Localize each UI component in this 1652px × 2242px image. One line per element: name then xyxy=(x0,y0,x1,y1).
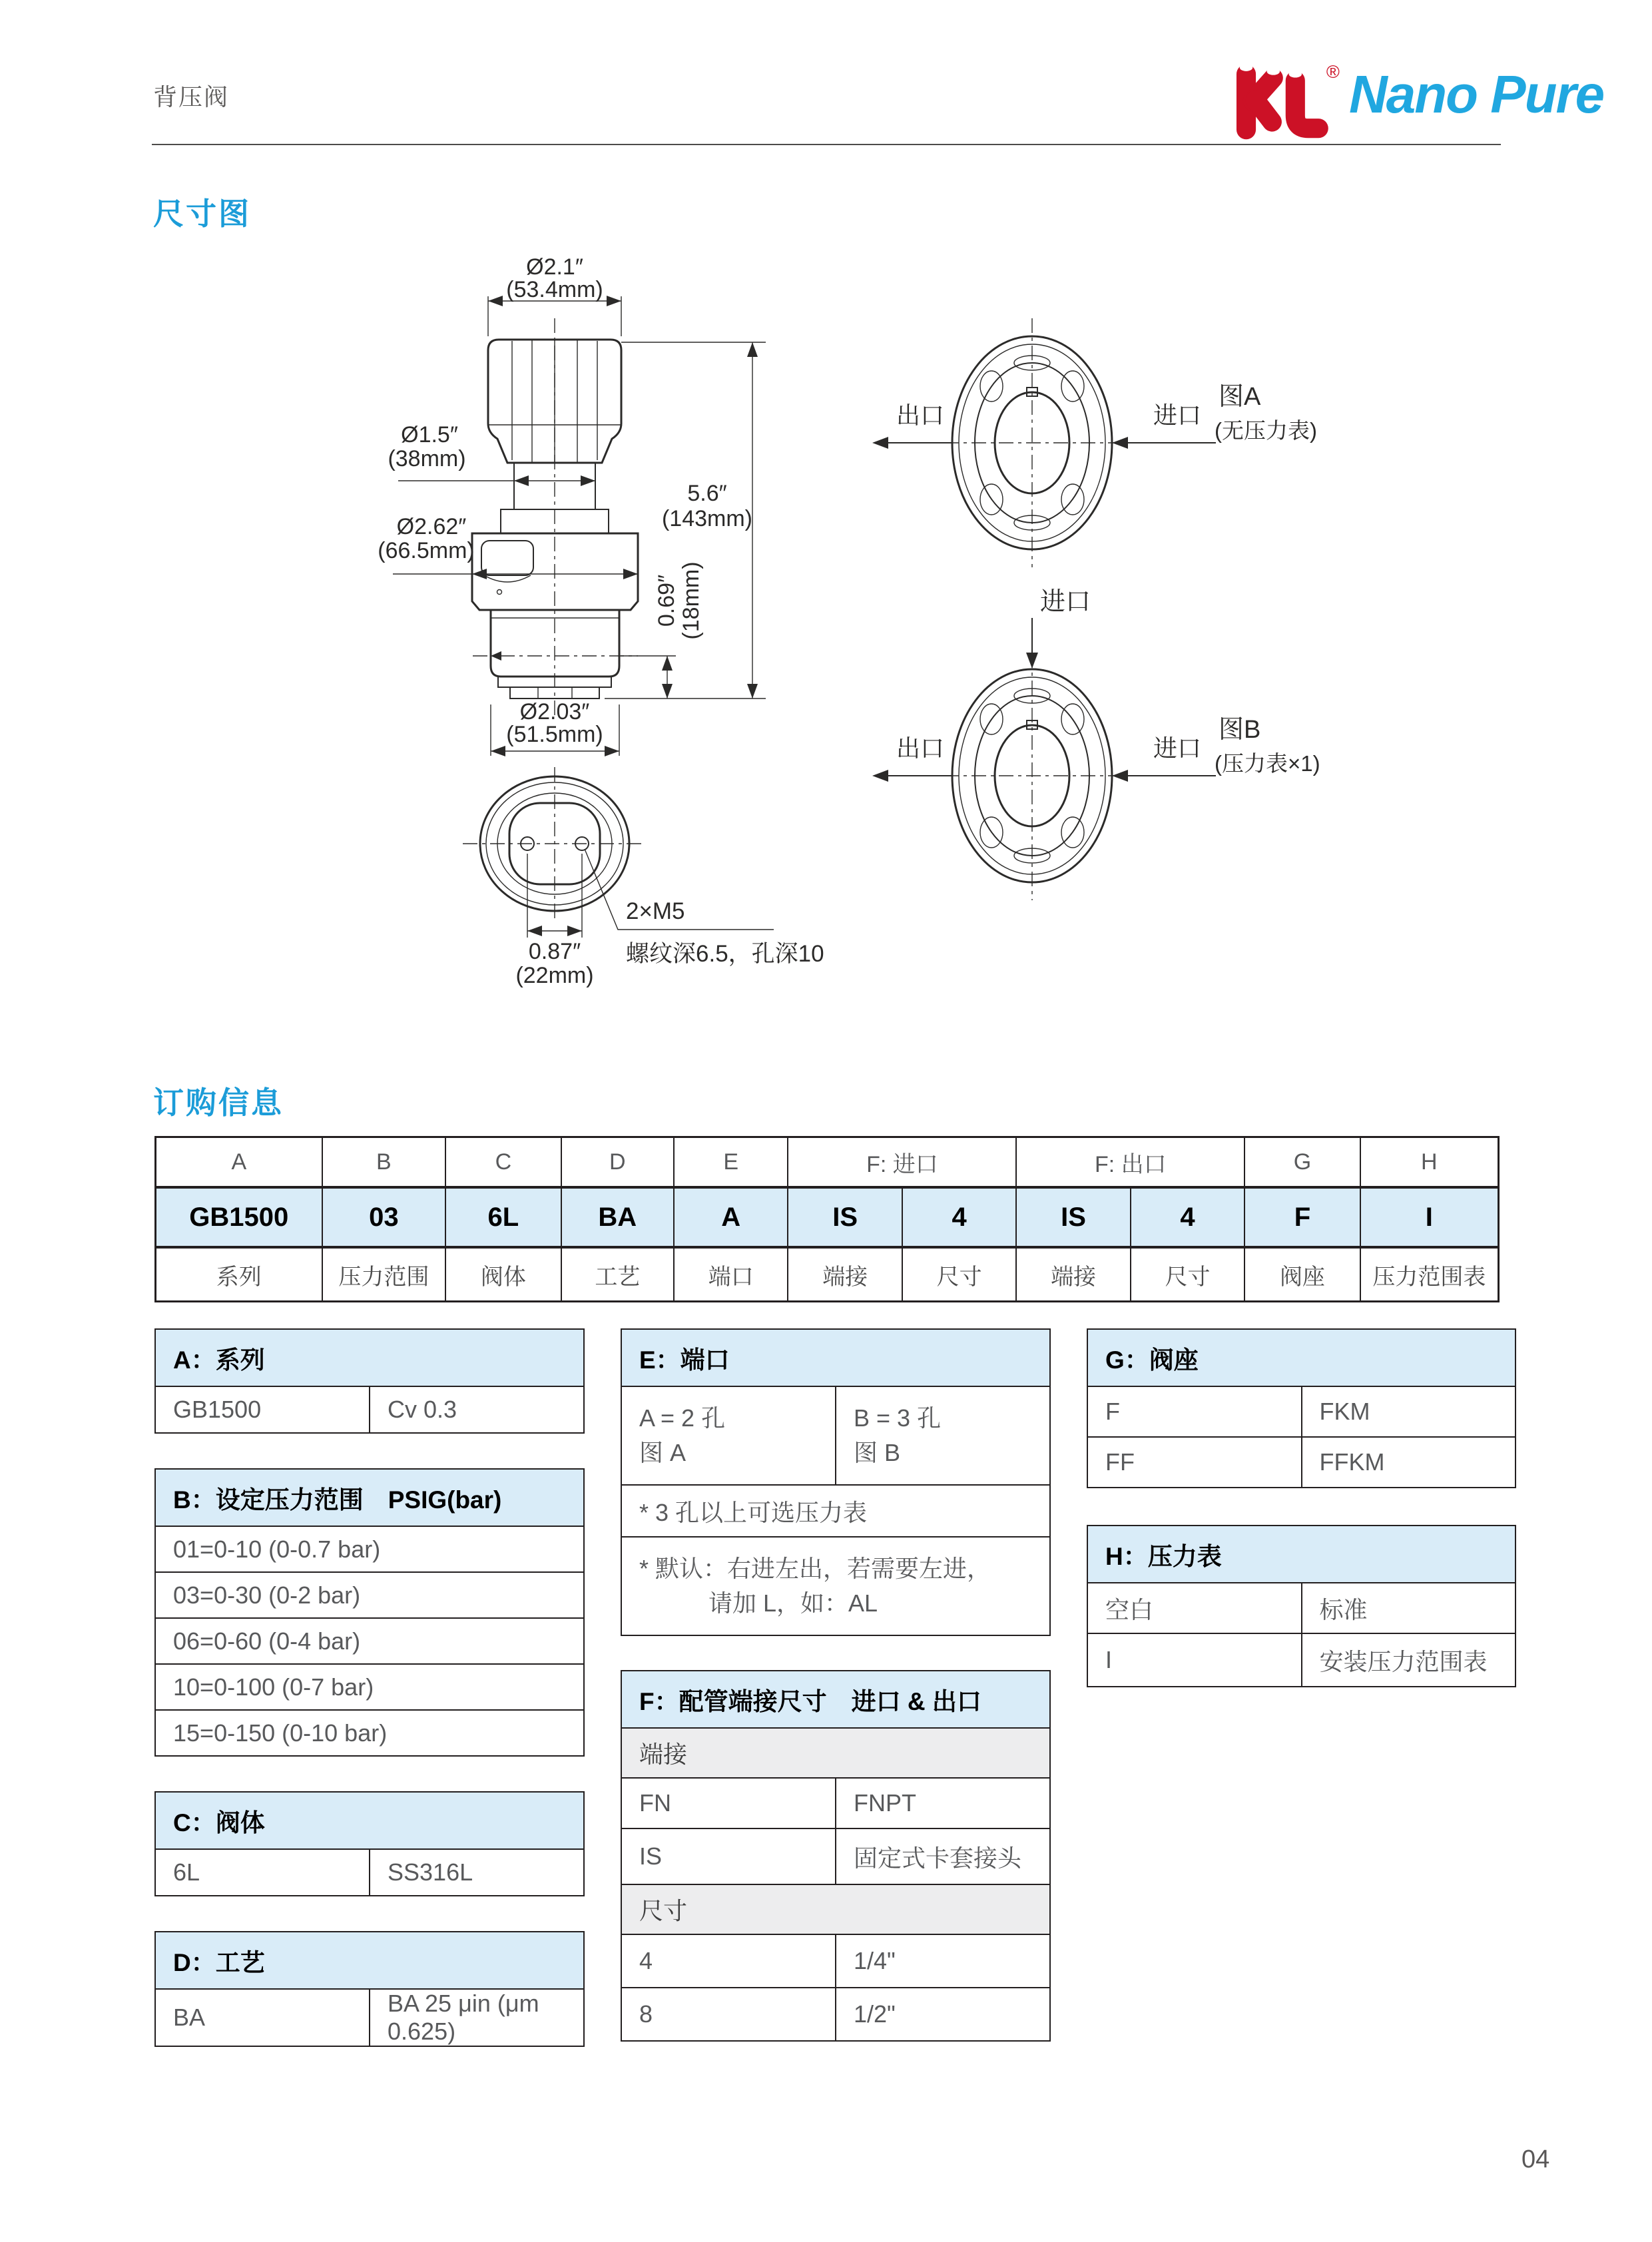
label-cell: 压力范围表 xyxy=(1360,1247,1499,1302)
code-cell: 4 xyxy=(902,1187,1016,1247)
port-option-a-line1: A = 2 孔 xyxy=(639,1404,726,1432)
dim-port-height xyxy=(621,561,704,699)
label-cell: 端接 xyxy=(1016,1247,1130,1302)
dim-label: 5.6″ xyxy=(687,481,727,506)
option-value: FNPT xyxy=(836,1778,1050,1828)
inlet-label: 进口 xyxy=(1153,402,1202,429)
option-row: 15=0-150 (0-10 bar) xyxy=(155,1710,584,1756)
dim-knob-diameter xyxy=(388,422,595,486)
kl-mark-icon xyxy=(1236,59,1346,142)
col-header: G xyxy=(1244,1137,1360,1188)
dim-bottom-diameter xyxy=(491,699,619,756)
valve-front-view xyxy=(472,318,638,716)
section-title-dimensions: 尺寸图 xyxy=(153,196,251,231)
label-cell: 端口 xyxy=(674,1247,788,1302)
label-cell: 压力范围 xyxy=(322,1247,446,1302)
dim-label: (53.4mm) xyxy=(506,277,603,302)
label-cell: 端接 xyxy=(788,1247,902,1302)
dim-top-diameter xyxy=(488,254,621,336)
option-value: 1/4" xyxy=(836,1934,1050,1988)
dim-body-diameter xyxy=(378,514,638,579)
dim-label: Ø1.5″ xyxy=(401,422,458,447)
port-note-2 xyxy=(621,1537,1050,1635)
table-f-title: F：配管端接尺寸 进口 & 出口 xyxy=(621,1671,1050,1728)
dim-label: (38mm) xyxy=(388,446,466,471)
table-d-title: D：工艺 xyxy=(155,1932,584,1989)
option-code: 6L xyxy=(155,1849,370,1896)
dim-label: (51.5mm) xyxy=(506,722,603,747)
code-cell: 6L xyxy=(445,1187,561,1247)
page-number: 04 xyxy=(1521,2145,1550,2173)
dim-label: (143mm) xyxy=(661,506,753,531)
col-header: D xyxy=(561,1137,674,1188)
option-table-f-end-connections xyxy=(621,1670,1051,2042)
option-code: 空白 xyxy=(1087,1583,1302,1633)
port-note-1: * 3 孔以上可选压力表 xyxy=(621,1485,1050,1537)
option-code: IS xyxy=(621,1828,836,1884)
outlet-label: 出口 xyxy=(896,402,945,429)
code-cell: 03 xyxy=(322,1187,446,1247)
table-h-title: H：压力表 xyxy=(1087,1526,1515,1583)
view-b-caption: 图B xyxy=(1219,716,1261,744)
table-e-title: E：端口 xyxy=(621,1329,1050,1386)
col-header: H xyxy=(1360,1137,1499,1188)
subheader-size: 尺寸 xyxy=(621,1884,1050,1934)
dim-label: Ø2.1″ xyxy=(526,254,583,280)
code-label-row xyxy=(156,1247,1499,1302)
label-cell: 尺寸 xyxy=(902,1247,1016,1302)
col-header: B xyxy=(322,1137,446,1188)
port-note-2-line1: * 默认：右进左出，若需要左进， xyxy=(639,1554,991,1582)
table-g-title: G：阀座 xyxy=(1087,1329,1515,1386)
inlet-top-label: 进口 xyxy=(1040,588,1091,616)
subheader-connection: 端接 xyxy=(621,1728,1050,1778)
port-option-a xyxy=(621,1386,836,1485)
col-header-f-inlet: F: 进口 xyxy=(788,1137,1016,1188)
port-view-a xyxy=(872,318,1317,567)
dim-label: Ø2.03″ xyxy=(519,699,590,724)
thread-note: 螺纹深6.5，孔深10 xyxy=(626,941,824,967)
option-value: Cv 0.3 xyxy=(370,1386,584,1433)
port-option-a-line2: 图 A xyxy=(639,1439,687,1466)
option-code: FN xyxy=(621,1778,836,1828)
label-cell: 尺寸 xyxy=(1131,1247,1244,1302)
view-a-caption-sub: (无压力表) xyxy=(1215,418,1317,443)
option-value: FKM xyxy=(1302,1386,1516,1437)
brand-logo xyxy=(1236,59,1604,142)
option-value: 标准 xyxy=(1302,1583,1516,1633)
option-value: 安装压力范围表 xyxy=(1302,1633,1516,1687)
view-a-caption: 图A xyxy=(1219,383,1261,411)
port-option-b xyxy=(836,1386,1050,1485)
option-code: FF xyxy=(1087,1437,1302,1488)
option-table-b-pressure-range xyxy=(154,1468,585,1757)
dim-label: (66.5mm) xyxy=(378,538,475,563)
option-value: BA 25 μin (μm 0.625) xyxy=(370,1989,584,2046)
label-cell: 系列 xyxy=(156,1247,322,1302)
option-table-g-seat xyxy=(1087,1328,1516,1488)
option-value: FFKM xyxy=(1302,1437,1516,1488)
dim-label: (18mm) xyxy=(679,561,704,640)
table-a-title: A：系列 xyxy=(155,1329,584,1386)
outlet-label: 出口 xyxy=(896,734,945,762)
table-b-title: B：设定压力范围 PSIG(bar) xyxy=(155,1469,584,1526)
option-value: 1/2" xyxy=(836,1988,1050,2041)
col-header: C xyxy=(445,1137,561,1188)
brand-name: Nano Pure xyxy=(1349,65,1604,124)
code-cell: I xyxy=(1360,1187,1499,1247)
option-table-d-process xyxy=(154,1931,585,2047)
option-code: 4 xyxy=(621,1934,836,1988)
code-cell: BA xyxy=(561,1187,674,1247)
dim-label: Ø2.62″ xyxy=(396,514,467,539)
label-cell: 阀座 xyxy=(1244,1247,1360,1302)
port-note-2-line2: 请加 L，如：AL xyxy=(708,1589,878,1617)
option-code: 8 xyxy=(621,1988,836,2041)
option-row: 01=0-10 (0-0.7 bar) xyxy=(155,1526,584,1572)
code-cell: IS xyxy=(1016,1187,1130,1247)
col-header: A xyxy=(156,1137,322,1188)
code-cell: A xyxy=(674,1187,788,1247)
dim-label: (22mm) xyxy=(515,963,594,988)
valve-bottom-view xyxy=(463,767,824,988)
option-value: SS316L xyxy=(370,1849,584,1896)
port-view-b xyxy=(872,588,1320,900)
table-c-title: C：阀体 xyxy=(155,1792,584,1849)
label-cell: 阀体 xyxy=(445,1247,561,1302)
ordering-code-table xyxy=(154,1136,1500,1302)
code-value-row xyxy=(156,1187,1499,1247)
option-code: F xyxy=(1087,1386,1302,1437)
option-value: 固定式卡套接头 xyxy=(836,1828,1050,1884)
option-row: 10=0-100 (0-7 bar) xyxy=(155,1664,584,1710)
col-header-f-outlet: F: 出口 xyxy=(1016,1137,1244,1188)
dim-label: 0.69″ xyxy=(654,574,679,627)
option-code: BA xyxy=(155,1989,370,2046)
thread-callout: 2×M5 xyxy=(626,898,685,924)
code-cell: GB1500 xyxy=(156,1187,322,1247)
label-cell: 工艺 xyxy=(561,1247,674,1302)
dim-label: 0.87″ xyxy=(528,939,581,964)
inlet-label: 进口 xyxy=(1153,734,1202,762)
col-header: E xyxy=(674,1137,788,1188)
header-divider xyxy=(152,144,1501,145)
option-table-c-body xyxy=(154,1791,585,1896)
port-option-b-line1: B = 3 孔 xyxy=(854,1404,942,1432)
option-code: GB1500 xyxy=(155,1386,370,1433)
code-header-row xyxy=(156,1137,1499,1188)
dim-total-height xyxy=(605,342,766,699)
code-cell: 4 xyxy=(1131,1187,1244,1247)
option-code: I xyxy=(1087,1633,1302,1687)
section-title-ordering: 订购信息 xyxy=(153,1085,284,1120)
page-title: 背压阀 xyxy=(153,83,230,111)
option-table-e-ports xyxy=(621,1328,1051,1636)
registered-mark: ® xyxy=(1326,61,1340,83)
view-b-caption-sub: (压力表×1) xyxy=(1215,751,1320,776)
option-row: 06=0-60 (0-4 bar) xyxy=(155,1618,584,1664)
code-cell: IS xyxy=(788,1187,902,1247)
option-table-a-series xyxy=(154,1328,585,1434)
option-row: 03=0-30 (0-2 bar) xyxy=(155,1572,584,1618)
option-table-h-gauge xyxy=(1087,1525,1516,1687)
port-option-b-line2: 图 B xyxy=(854,1439,901,1466)
code-cell: F xyxy=(1244,1187,1360,1247)
